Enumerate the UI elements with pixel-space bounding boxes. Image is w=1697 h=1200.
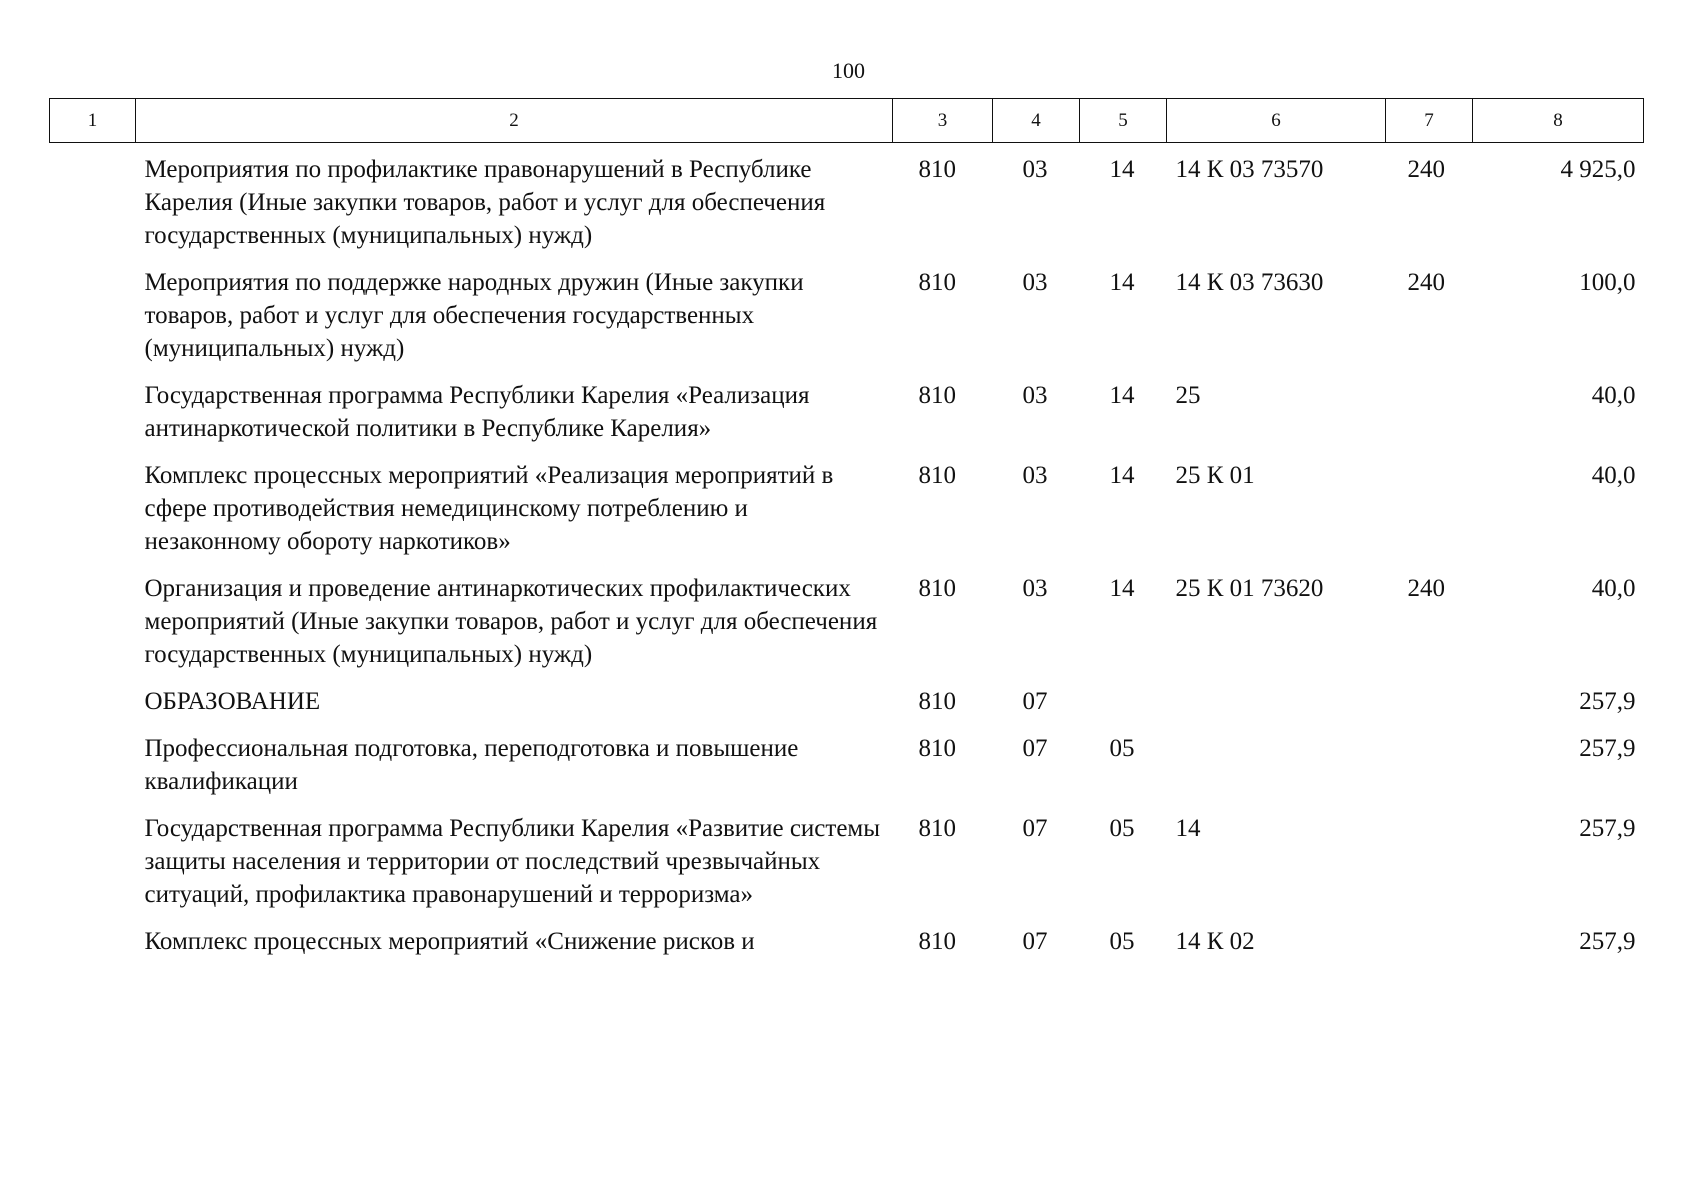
row-csr: 14 К 02 <box>1175 928 1255 955</box>
row-csr: 25 <box>1175 382 1201 409</box>
row-name: Мероприятия по поддержке народных дружин (Иные закупки товаров, работ и услуг для обеспечения государственных (муниципальных) нужд) <box>144 269 804 362</box>
row-vr <box>1386 798 1473 911</box>
row-name: Государственная программа Республики Карелия «Реализация антинаркотической политики в Республике Карелия» <box>144 382 810 442</box>
row-number-cell <box>50 671 136 718</box>
table-row <box>50 252 1644 365</box>
row-number-cell <box>50 143 136 253</box>
row-rz: 03 <box>1022 575 1048 602</box>
budget-table-container <box>49 98 1643 958</box>
row-csr: 14 К 03 73630 <box>1175 269 1324 296</box>
row-pr: 05 <box>1109 735 1135 762</box>
table-row <box>50 365 1644 445</box>
row-pr: 05 <box>1109 928 1135 955</box>
row-ved: 810 <box>918 156 956 183</box>
row-name: Комплекс процессных мероприятий «Реализация мероприятий в сфере противодействия немедицинскому потреблению и незаконному обороту наркотиков» <box>144 462 834 555</box>
row-ved: 810 <box>918 462 956 489</box>
row-csr: 14 К 03 73570 <box>1175 156 1324 183</box>
row-rz: 07 <box>1022 928 1048 955</box>
row-pr: 14 <box>1109 382 1135 409</box>
row-ved: 810 <box>918 382 956 409</box>
row-name: Профессиональная подготовка, переподготовка и повышение квалификации <box>144 735 799 795</box>
row-rz: 03 <box>1022 382 1048 409</box>
row-number-cell <box>50 365 136 445</box>
row-ved: 810 <box>918 928 956 955</box>
row-number-cell <box>50 718 136 798</box>
row-pr: 14 <box>1109 575 1135 602</box>
row-rz: 07 <box>1022 735 1048 762</box>
header-col-4: 4 <box>993 99 1080 143</box>
header-col-7: 7 <box>1386 99 1473 143</box>
row-name: Мероприятия по профилактике правонарушений в Республике Карелия (Иные закупки товаров, работ и услуг для обеспечения государственных (муниципальных) нужд) <box>144 156 826 249</box>
row-csr <box>1167 671 1386 718</box>
row-vr: 240 <box>1407 575 1445 602</box>
row-rz: 07 <box>1022 688 1048 715</box>
row-name: Государственная программа Республики Карелия «Развитие системы защиты населения и территории от последствий чрезвычайных ситуаций, профилактика правонарушений и терроризма» <box>144 815 881 908</box>
row-csr: 14 <box>1175 815 1201 842</box>
row-vr <box>1386 365 1473 445</box>
table-row <box>50 445 1644 558</box>
header-col-3: 3 <box>893 99 993 143</box>
row-vr <box>1386 911 1473 958</box>
row-csr: 25 К 01 <box>1175 462 1255 489</box>
row-ved: 810 <box>918 688 956 715</box>
page-number: 100 <box>832 58 865 83</box>
row-name: ОБРАЗОВАНИЕ <box>144 688 321 715</box>
row-sum: 40,0 <box>1591 382 1636 409</box>
table-header <box>50 99 1644 143</box>
row-name: Организация и проведение антинаркотических профилактических мероприятий (Иные закупки товаров, работ и услуг для обеспечения государственных (муниципальных) нужд) <box>144 575 878 668</box>
row-ved: 810 <box>918 269 956 296</box>
row-vr <box>1386 671 1473 718</box>
row-vr <box>1386 445 1473 558</box>
row-rz: 03 <box>1022 269 1048 296</box>
header-col-1: 1 <box>50 99 136 143</box>
row-sum: 257,9 <box>1579 688 1636 715</box>
row-number-cell <box>50 558 136 671</box>
row-pr <box>1080 671 1167 718</box>
table-row <box>50 558 1644 671</box>
row-pr: 14 <box>1109 462 1135 489</box>
table-body <box>50 143 1644 959</box>
row-ved: 810 <box>918 815 956 842</box>
row-ved: 810 <box>918 735 956 762</box>
header-col-8: 8 <box>1473 99 1644 143</box>
row-sum: 40,0 <box>1591 462 1636 489</box>
row-ved: 810 <box>918 575 956 602</box>
row-rz: 03 <box>1022 462 1048 489</box>
row-sum: 257,9 <box>1579 735 1636 762</box>
table-row <box>50 798 1644 911</box>
row-name: Комплекс процессных мероприятий «Снижение рисков и <box>144 928 755 955</box>
header-row <box>50 99 1644 143</box>
row-csr <box>1167 718 1386 798</box>
table-row <box>50 718 1644 798</box>
row-sum: 257,9 <box>1579 928 1636 955</box>
table-row <box>50 143 1644 253</box>
row-number-cell <box>50 445 136 558</box>
row-sum: 100,0 <box>1579 269 1636 296</box>
row-number-cell <box>50 911 136 958</box>
header-col-2: 2 <box>136 99 893 143</box>
header-col-5: 5 <box>1080 99 1167 143</box>
table-row <box>50 671 1644 718</box>
row-pr: 14 <box>1109 269 1135 296</box>
row-sum: 257,9 <box>1579 815 1636 842</box>
row-number-cell <box>50 798 136 911</box>
table-row <box>50 911 1644 958</box>
row-sum: 4 925,0 <box>1560 156 1636 183</box>
row-csr: 25 К 01 73620 <box>1175 575 1324 602</box>
row-pr: 05 <box>1109 815 1135 842</box>
header-col-6: 6 <box>1167 99 1386 143</box>
row-rz: 03 <box>1022 156 1048 183</box>
row-vr: 240 <box>1407 156 1445 183</box>
row-pr: 14 <box>1109 156 1135 183</box>
row-sum: 40,0 <box>1591 575 1636 602</box>
row-rz: 07 <box>1022 815 1048 842</box>
row-vr: 240 <box>1407 269 1445 296</box>
budget-table <box>49 98 1644 958</box>
row-number-cell <box>50 252 136 365</box>
row-vr <box>1386 718 1473 798</box>
